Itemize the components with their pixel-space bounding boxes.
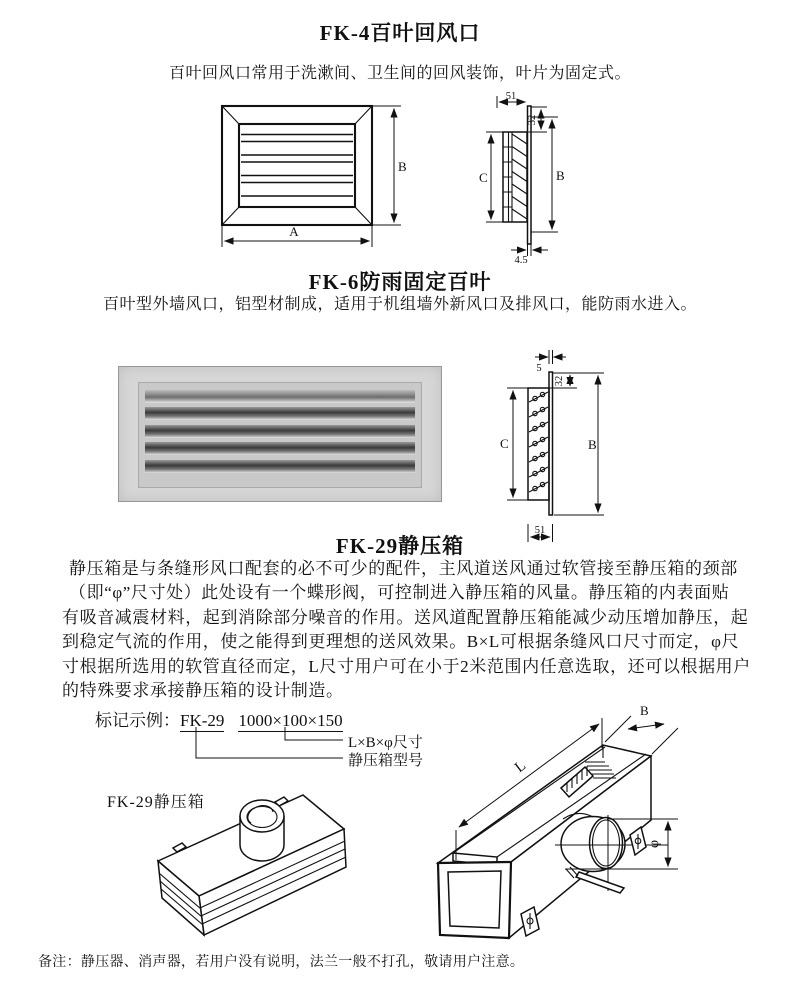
dim-c-label: C: [500, 436, 509, 451]
dim-l-label: L: [511, 757, 530, 776]
dim-b-label: B: [398, 159, 407, 174]
paragraph-line: （即“φ”尺寸处）此处设有一个蝶形阀，可控制进入静压箱的风量。静压箱的内表面贴: [69, 583, 730, 603]
dim-b-label: B: [556, 168, 565, 183]
leader-line-size: [285, 727, 343, 740]
photo-louver-slat: [145, 407, 415, 420]
dim-c-extension: [507, 388, 528, 500]
leader-line-model: [196, 727, 343, 758]
fk29-dimensioned-isometric-drawing: [435, 688, 800, 950]
dim-c-extension: [486, 132, 503, 222]
paragraph-line: 有吸音减震材料，起到消除部分噪音的作用。送风道配置静压箱能减少动压增加静压，起: [62, 607, 749, 627]
paragraph-line: 静压箱是与条缝形风口配套的必不可少的配件，主风道送风通过软管接至静压箱的颈部: [69, 559, 738, 578]
photo-louver-slats: [145, 390, 415, 482]
fk29-section-title: FK-29静压箱: [335, 534, 465, 558]
fk4-front-view-drawing: [213, 99, 413, 251]
paragraph-line: 寸根据所选用的软管直径而定，L尺寸用户可在小于2米范围内任意选取，还可以根据用户: [62, 656, 751, 676]
butterfly-valve-handle: [576, 872, 624, 893]
dim-a-label: A: [289, 224, 299, 239]
fk4-section-title: FK-4百叶回风口: [319, 21, 481, 45]
dim-b-label: B: [640, 703, 649, 718]
photo-louver-slat: [145, 425, 415, 438]
dim-51-label: 51: [505, 91, 517, 102]
marking-example-label: 标记示例：: [95, 711, 180, 730]
dim-51-label: 51: [534, 525, 546, 536]
dim-32-label: 32: [554, 375, 565, 387]
footer-note: 备注：静压器、消声器，若用户没有说明，法兰一般不打孔，敬请用户注意。: [38, 955, 525, 970]
fk6-description: 百叶型外墙风口，铝型材制成，适用于机组墙外新风口及排风口，能防雨水进入。: [102, 296, 697, 313]
fk6-side-view-drawing: [498, 345, 638, 550]
fk29-drawing-label: FK-29静压箱: [107, 794, 205, 811]
dim-b-label: B: [588, 437, 597, 452]
paragraph-line: 的特殊要求承接静压箱的设计制造。: [62, 681, 344, 701]
fk6-section-title: FK-6防雨固定百叶: [308, 270, 492, 294]
fk6-product-photo: [118, 366, 442, 502]
callout-size-label: L×B×φ尺寸: [348, 735, 423, 751]
grille-inner-frame: [239, 124, 355, 207]
louver-blades: [241, 135, 353, 197]
dim-b-extension: [531, 117, 558, 232]
photo-louver-slat: [145, 442, 415, 455]
dim-45-ticks: [528, 244, 532, 256]
paragraph-line: 到稳定气流的作用，使之能得到更理想的送风效果。B×L可根据条缝风口尺寸而定，φ尺: [62, 632, 740, 652]
duct-neck-far-rim: [590, 818, 623, 869]
marking-example-model: FK-29: [180, 711, 225, 730]
photo-louver-slat: [145, 390, 415, 403]
photo-louver-slat: [145, 460, 415, 473]
column-ticks: [503, 147, 512, 207]
dim-45-label: 4.5: [514, 255, 528, 266]
dim-b-line: [628, 724, 664, 729]
callout-model-label: 静压箱型号: [348, 753, 424, 769]
marking-example-size: 1000×100×150: [238, 711, 343, 730]
fk29-paragraph: [62, 557, 768, 703]
dim-b-extension: [372, 106, 401, 225]
dim-32-label: 32: [527, 114, 538, 126]
fk4-side-view-drawing: [478, 92, 618, 267]
fk4-description: 百叶回风口常用于洗漱间、卫生间的回风装饰，叶片为固定式。: [168, 65, 631, 82]
dim-5-ticks: [549, 350, 553, 364]
rain-louver-slats: [529, 392, 548, 492]
mounting-flange-plate: [528, 106, 532, 244]
dim-5-label: 5: [536, 363, 542, 374]
fk29-isometric-drawing: [140, 783, 385, 948]
dim-c-label: C: [479, 170, 488, 185]
louver-hatch-lines: [512, 134, 527, 219]
dim-phi-label: φ: [647, 839, 662, 849]
